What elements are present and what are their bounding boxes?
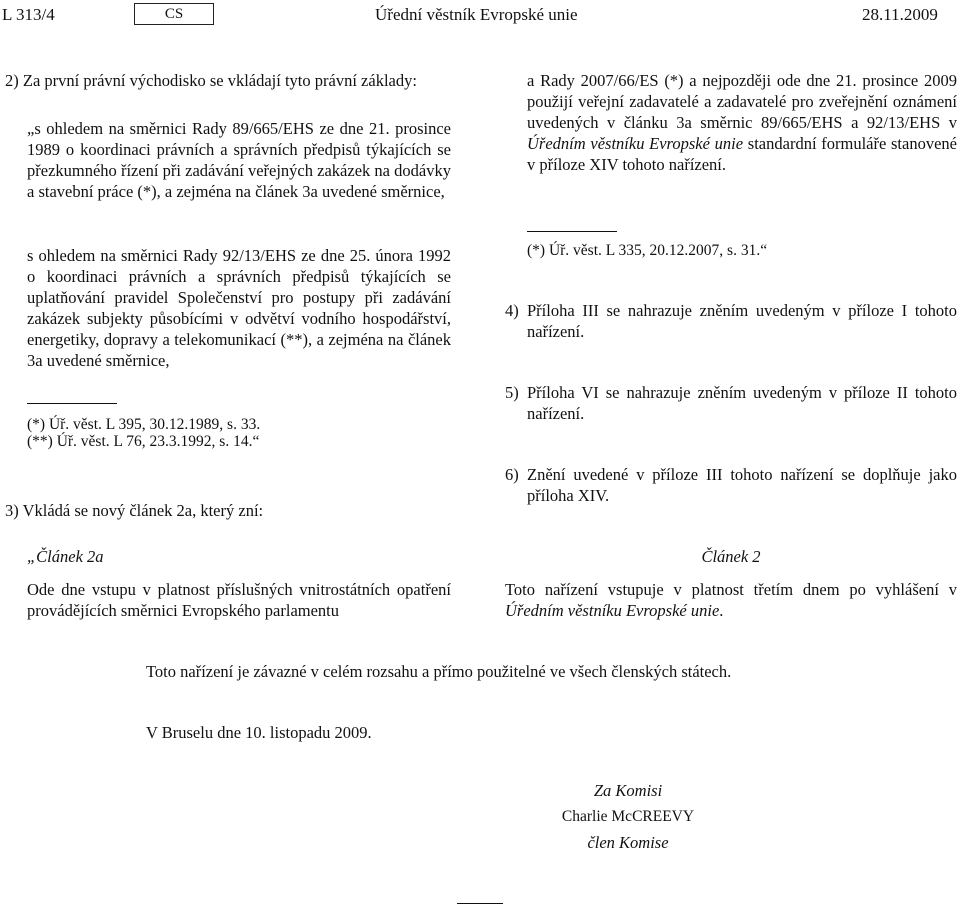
item-5-text: Příloha VI se nahrazuje zněním uvedeným v příloze II tohoto nařízení. bbox=[527, 383, 957, 423]
item-5-number: 5) bbox=[505, 383, 519, 402]
bottom-rule bbox=[457, 903, 503, 904]
article-2-text bbox=[505, 579, 957, 621]
footnote-2: (**) Úř. věst. L 76, 23.3.1992, s. 14.“ bbox=[27, 433, 260, 450]
right-column-continuation bbox=[527, 70, 957, 175]
item-4-text: Příloha III se nahrazuje zněním uvedeným v příloze I tohoto nařízení. bbox=[527, 301, 957, 341]
amendment-item-5 bbox=[505, 382, 957, 424]
signatory-name: Charlie McCREEVY bbox=[561, 808, 695, 825]
article-2-end: . bbox=[719, 601, 724, 620]
article-2-heading: Článek 2 bbox=[701, 547, 761, 566]
amendment-item-4 bbox=[505, 300, 957, 342]
article-2-journal: Úředním věstníku Evropské unie bbox=[505, 601, 720, 620]
place-and-date: V Bruselu dne 10. listopadu 2009. bbox=[146, 723, 372, 742]
continuation-text: a Rady 2007/66/ES (*) a nejpozději ode dne 21. prosince 2009 použijí veřejní zadavatelé a zadavatelé pro zveřejnění oznámení uvedených v článku 3a směrnic 89/665/EHS a 92/13/EHS v bbox=[527, 71, 957, 132]
binding-clause: Toto nařízení je závazné v celém rozsahu a přímo použitelné ve všech členských státech. bbox=[146, 662, 732, 681]
language-code-badge: CS bbox=[134, 3, 214, 25]
amendment-item-6 bbox=[505, 464, 957, 506]
footnote-right: (*) Úř. věst. L 335, 20.12.2007, s. 31.“ bbox=[527, 242, 768, 259]
article-2a-text: Ode dne vstupu v platnost příslušných vnitrostátních opatření provádějících směrnici Evropského parlamentu bbox=[27, 580, 451, 620]
signatory-role: člen Komise bbox=[587, 833, 669, 852]
amendment-item-3: 3) Vkládá se nový článek 2a, který zní: bbox=[5, 501, 264, 520]
continuation-suffix: standardní formuláře stanovené v příloze XIV tohoto nařízení. bbox=[527, 134, 957, 174]
item-6-text: Znění uvedené v příloze III tohoto nařízení se doplňuje jako příloha XIV. bbox=[527, 465, 957, 505]
left-column bbox=[5, 70, 451, 91]
publication-date: 28.11.2009 bbox=[862, 5, 938, 24]
footnote-1: (*) Úř. věst. L 395, 30.12.1989, s. 33. bbox=[27, 416, 261, 433]
footnote-rule bbox=[27, 403, 117, 404]
for-commission: Za Komisi bbox=[593, 781, 663, 800]
quote-directive-89-665: „s ohledem na směrnici Rady 89/665/EHS ze dne 21. prosince 1989 o koordinaci právních a správních předpisů týkajících se přezkumného řízení při zadávání veřejných zakázek na dodávky a stavební práce (*), a zejména na článek 3a uvedené směrnice, bbox=[27, 119, 451, 201]
item-6-number: 6) bbox=[505, 465, 519, 484]
journal-reference: Úředním věstníku Evropské unie bbox=[527, 134, 744, 153]
article-2a-heading: „Článek 2a bbox=[27, 547, 104, 566]
quote-directive-92-13: s ohledem na směrnici Rady 92/13/EHS ze dne 25. února 1992 o koordinaci právních a správních předpisů týkajících se uplatňování pravidel Společenství pro postupy při zadávání zakázek subjekty působícími v odvětví vodního hospodářství, energetiky, dopravy a telekomunikací (**), a zejména na článek 3a uvedené směrnice, bbox=[27, 246, 451, 370]
page-reference: L 313/4 bbox=[2, 5, 55, 24]
journal-title: Úřední věstník Evropské unie bbox=[375, 5, 578, 24]
footnote-rule-right bbox=[527, 231, 617, 232]
article-2-body: Toto nařízení vstupuje v platnost třetím dnem po vyhlášení v bbox=[505, 580, 957, 599]
item-4-number: 4) bbox=[505, 301, 519, 320]
amendment-item-2: 2) Za první právní východisko se vkládají tyto právní základy: bbox=[5, 71, 417, 90]
